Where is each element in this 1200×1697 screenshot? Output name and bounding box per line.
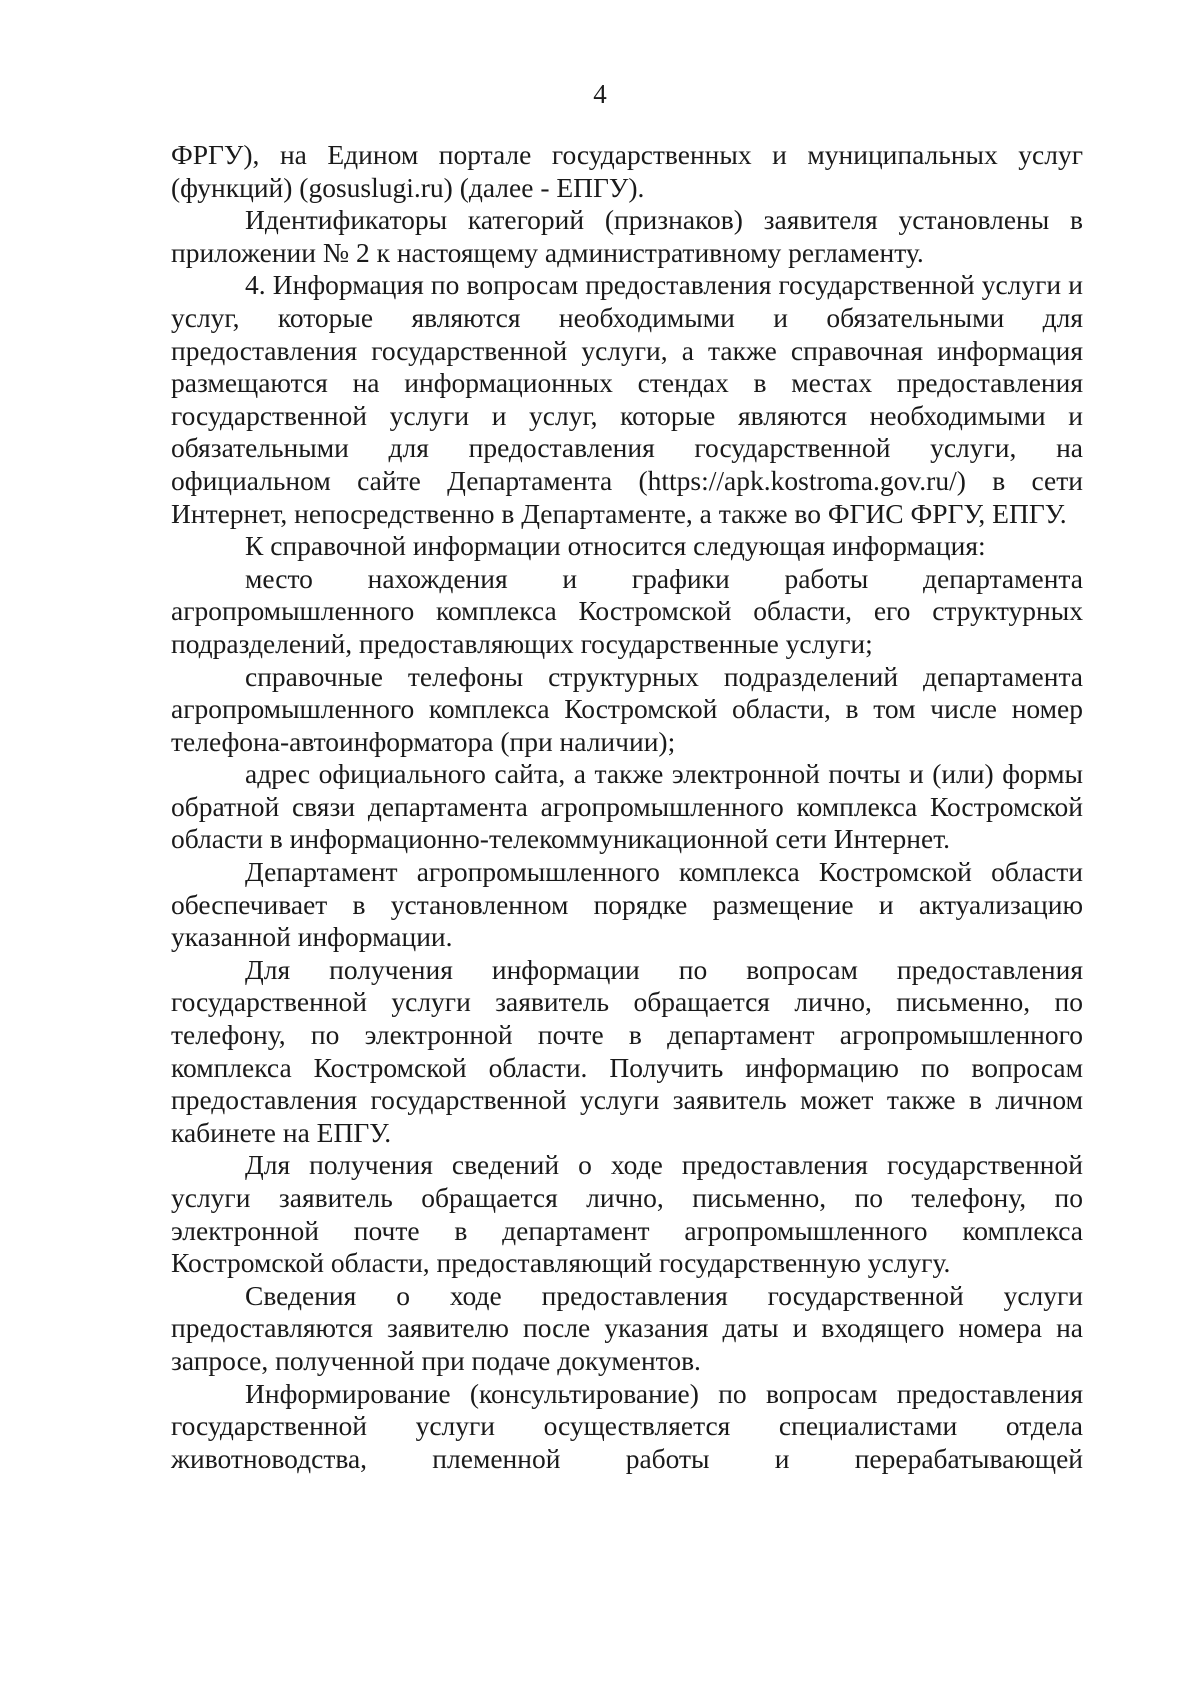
paragraph-2: Идентификаторы категорий (признаков) заявителя установлены в приложении № 2 к настоящему административному регламенту.: [171, 204, 1083, 268]
paragraph-7: адрес официального сайта, а также электронной почты и (или) формы обратной связи департамента агропромышленного комплекса Костромской области в информационно-телекоммуникационной сети Интернет.: [171, 758, 1083, 855]
page-number: 4: [593, 79, 607, 109]
paragraph-6: справочные телефоны структурных подразделений департамента агропромышленного комплекса Костромской области, в том числе номер телефона-автоинформатора (при наличии);: [171, 660, 1083, 757]
paragraph-5: место нахождения и графики работы департамента агропромышленного комплекса Костромской области, его структурных подразделений, предоставляющих государственные услуги;: [171, 562, 1083, 659]
document-body: [171, 139, 1083, 1475]
paragraph-9: Для получения информации по вопросам предоставления государственной услуги заявитель обращается лично, письменно, по телефону, по электронной почте в департамент агропромышленного комплекса Костромской области. Получить информацию по вопросам предоставления государственной услуги заявитель может также в личном кабинете на ЕПГУ.: [171, 953, 1083, 1148]
paragraph-11: Сведения о ходе предоставления государственной услуги предоставляются заявителю после указания даты и входящего номера на запросе, полученной при подаче документов.: [171, 1279, 1083, 1376]
paragraph-8: Департамент агропромышленного комплекса Костромской области обеспечивает в установленном порядке размещение и актуализацию указанной информации.: [171, 856, 1083, 953]
paragraph-1: ФРГУ), на Едином портале государственных и муниципальных услуг (функций) (gosuslugi.ru) (далее - ЕПГУ).: [171, 139, 1083, 203]
paragraph-3: 4. Информация по вопросам предоставления государственной услуги и услуг, которые являются необходимыми и обязательными для предоставления государственной услуги, а также справочная информация размещаются на информационных стендах в местах предоставления государственной услуги и услуг, которые являются необходимыми и обязательными для предоставления государственной услуги, на официальном сайте Департамента (https://apk.kostroma.gov.ru/) в сети Интернет, непосредственно в Департаменте, а также во ФГИС ФРГУ, ЕПГУ.: [171, 269, 1083, 529]
paragraph-12: Информирование (консультирование) по вопросам предоставления государственной услуги осуществляется специалистами отдела животноводства, племенной работы и перерабатывающей: [171, 1377, 1083, 1474]
paragraph-4: К справочной информации относится следующая информация:: [245, 530, 986, 562]
paragraph-10: Для получения сведений о ходе предоставления государственной услуги заявитель обращается лично, письменно, по телефону, по электронной почте в департамент агропромышленного комплекса Костромской области, предоставляющий государственную услугу.: [171, 1149, 1083, 1279]
